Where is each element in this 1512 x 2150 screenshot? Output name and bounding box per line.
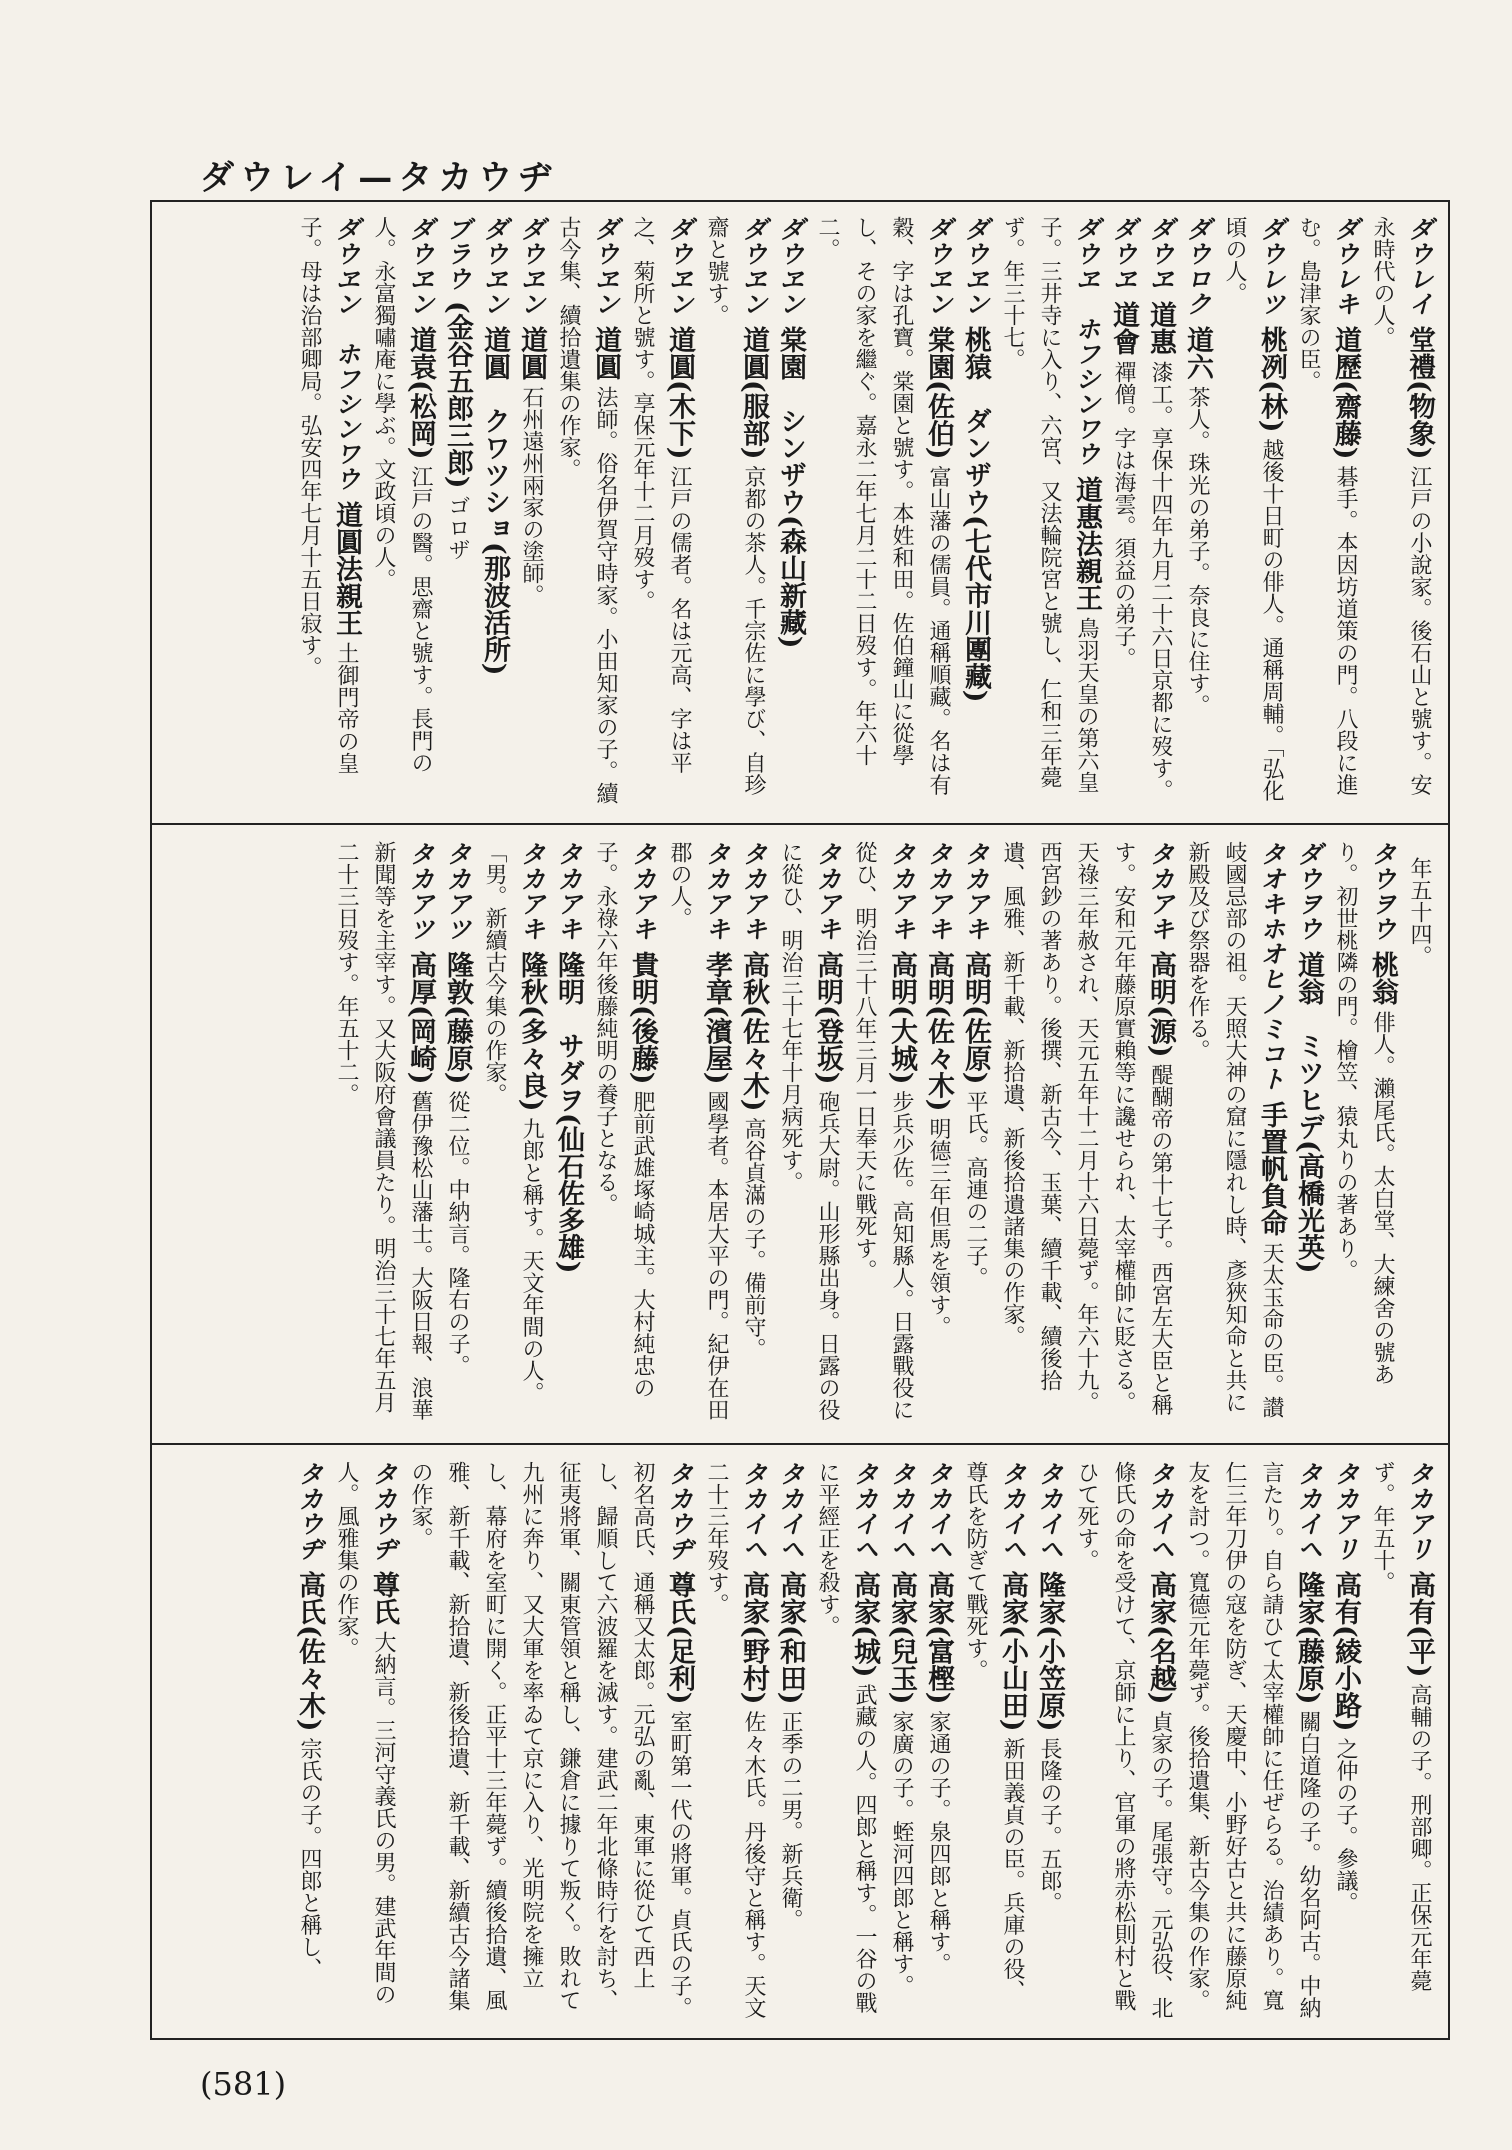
dictionary-entry — [957, 202, 994, 822]
entry-headword: 道惠法親王 — [1071, 476, 1102, 611]
entry-headword: 手置帆負命 — [1256, 1101, 1287, 1236]
entry-headword: 高秋(佐々木) — [738, 951, 769, 1112]
entry-reading: タカイヘ — [1146, 1461, 1175, 1561]
dictionary-entry — [920, 1447, 957, 2037]
dictionary-entry — [994, 827, 1179, 1442]
entry-reading: ダウヱン — [924, 216, 953, 316]
entry-reading: タカイヘ — [887, 1461, 916, 1561]
entry-headword: 高有(綾小路) — [1330, 1571, 1361, 1732]
entry-description: 之仲の子。參議。 — [1333, 1737, 1358, 1914]
entry-headword: 高厚(岡崎) — [405, 951, 436, 1085]
dictionary-entry — [550, 202, 624, 822]
dictionary-entry — [772, 202, 809, 822]
entry-description: 貞家の子。尾張守。元弘役、北條氏の命を受けて、京師に上り、官軍の將赤松則村と戰ひて死す。 — [1074, 1461, 1173, 2019]
entry-reading: ダウヱン — [406, 216, 435, 316]
entry-description: 家通の子。泉四郎と稱す。 — [926, 1710, 951, 1975]
entry-headword: 高家(和田) — [775, 1571, 806, 1705]
entry-reading: タカイヘ — [739, 1461, 768, 1561]
entry-description: 禪僧。字は海雲。須益の弟子。 — [1111, 361, 1136, 669]
entry-headword: 孝章(濱屋) — [701, 951, 732, 1085]
band-top — [152, 202, 1448, 822]
entry-description: 關白道隆の子。幼名阿古。中納言たり。自ら請ひて太宰權帥に任ぜらる。治績あり。寬仁三年刀伊の寇を防ぎ、天慶中、小野好古と共に藤原純友を討つ。寬德元年薨ず。後拾遺集、新古今集の作家。 — [1185, 1461, 1321, 2019]
entry-reading: ダウヱン — [517, 216, 546, 316]
entry-reading: ダウヱ — [1109, 216, 1138, 291]
entry-description: 高谷貞滿の子。備前守。 — [741, 1117, 766, 1360]
entry-headword: 高氏(佐々木) — [294, 1571, 325, 1732]
entry-headword: 道六 — [1182, 326, 1213, 380]
entry-reading: タカアツ — [443, 841, 472, 941]
entry-headword: 桃猿 ダンザウ(七代市川團藏) — [960, 326, 991, 703]
dictionary-entry — [698, 1447, 772, 2037]
entry-description: 富山藩の儒員。通稱順藏。名は有穀、字は孔寶。棠園と號す。本姓和田。佐伯鐘山に從學し、その家を繼ぐ。嘉永二年七月二十二日歿す。年六十二。 — [815, 216, 951, 796]
entry-reading: ダウヱン — [961, 216, 990, 316]
entry-description: 越後十日町の俳人。通稱周輔。「弘化頃の人。 — [1222, 216, 1284, 802]
entry-description: 石州遠州兩家の塗師。 — [519, 386, 544, 606]
entry-headword: 道圓 — [590, 326, 621, 380]
entry-reading: タカイヘ — [850, 1461, 879, 1561]
entry-description: 長隆の子。五郎。 — [1037, 1737, 1062, 1914]
entry-description: 平氏。高連の二子。 — [963, 1090, 988, 1289]
entry-reading: ダウヱン — [480, 216, 509, 316]
entry-headword: 桃冽(林) — [1256, 326, 1287, 433]
entry-headword: 尊氏(足利) — [664, 1571, 695, 1705]
entry-headword: 道袁(松岡) — [405, 326, 436, 460]
dictionary-entry — [1290, 827, 1327, 1442]
dictionary-frame — [150, 200, 1450, 2040]
entry-reading: タカウヂ — [665, 1461, 694, 1561]
dictionary-entry — [1105, 202, 1142, 822]
entry-description: 漆工。享保十四年九月二十六日京都に歿す。 — [1148, 361, 1173, 801]
band-bottom — [152, 1447, 1448, 2037]
dictionary-entry — [624, 202, 698, 822]
dictionary-entry — [328, 827, 439, 1442]
entry-reading: ダウヱン — [665, 216, 694, 316]
entry-reading: タオキホオヒノミコト — [1257, 841, 1286, 1091]
entry-headword: 道圓(服部) — [738, 326, 769, 460]
dictionary-entry — [291, 1447, 328, 2037]
dictionary-entry — [328, 1447, 402, 2037]
entry-headword: 道圓(木下) — [664, 326, 695, 460]
entry-reading: ダウレイ — [1405, 216, 1434, 316]
dictionary-entry — [957, 827, 994, 1442]
dictionary-entry — [957, 1447, 1031, 2037]
entry-reading: タカアキ — [924, 841, 953, 941]
entry-description: 年五十四。 — [1407, 857, 1432, 967]
entry-headword: 高家(名越) — [1145, 1571, 1176, 1705]
entry-reading: タカイヘ — [998, 1461, 1027, 1561]
dictionary-entry — [809, 1447, 883, 2037]
entry-reading: タカアキ — [739, 841, 768, 941]
entry-headword: 隆明 サダヲ(仙石佐多雄) — [553, 951, 584, 1274]
entry-reading: タカアキ — [554, 841, 583, 941]
dictionary-entry — [476, 202, 513, 822]
entry-description: 土御門帝の皇子。母は治部卿局。弘安四年七月十五日寂す。 — [297, 216, 359, 774]
entry-description: 九郎と稱す。天文年間の人。「男。新續古今集の作家。 — [482, 841, 544, 1404]
entry-reading: タカイヘ — [1294, 1461, 1323, 1561]
entry-reading: タカウヂ — [369, 1461, 398, 1561]
entry-reading: ダウレキ — [1331, 216, 1360, 316]
entry-headword: 隆秋(多々良) — [516, 951, 547, 1112]
entry-headword: 隆家(藤原) — [1293, 1571, 1324, 1705]
entry-reading: ダウレツ — [1257, 216, 1286, 316]
entry-headword: 高明(佐々木) — [923, 951, 954, 1112]
entry-reading: タカアキ — [1146, 841, 1175, 941]
dictionary-entry — [920, 827, 957, 1442]
dictionary-entry — [883, 1447, 920, 2037]
dictionary-entry — [1179, 202, 1216, 822]
entry-headword: 高家(小山田) — [997, 1571, 1028, 1732]
entry-headword: 隆敦(藤原) — [442, 951, 473, 1085]
band-middle — [152, 827, 1448, 1442]
entry-description: ゴロザ — [445, 494, 470, 561]
entry-reading: タカアキ — [813, 841, 842, 941]
entry-headword: 棠園(佐伯) — [923, 326, 954, 460]
entry-reading: ダウヱン — [591, 216, 620, 316]
entry-headword: 高明(源) — [1145, 951, 1176, 1058]
entry-description: 室町第一代の將軍。貞氏の子。初名高氏、通稱又太郎。元弘の亂、東軍に從ひて西上し、歸順して六波羅を滅す。建武二年北條時行を討ち、征夷將軍、關東管領と稱し、鎌倉に據りて叛く。敗れて九州に奔り、又大軍を率ゐて京に入り、光明院を擁立し、幕府を室町に開く。正平十三年薨ず。續後拾遺、風雅、新千載、新拾遺、新後拾遺、新千載、新續古今諸集の作家。 — [408, 1461, 692, 2019]
entry-headword: 道圓 — [516, 326, 547, 380]
entry-reading: タカアリ — [1331, 1461, 1360, 1561]
entry-description: 新田義貞の臣。兵庫の役、尊氏を防ぎて戰死す。 — [963, 1461, 1025, 2002]
entry-headword: 桃翁 — [1367, 951, 1398, 1005]
entry-reading: ダウヱン ホフシンワウ — [332, 216, 361, 491]
entry-reading: タウヲウ — [1368, 841, 1397, 941]
entry-description: 鳥羽天皇の第六皇子。三井寺に入り、六宮、又法輪院宮と號し、仁和三年薨ず。年三十七。 — [1000, 216, 1099, 793]
entry-reading: タカアキ — [702, 841, 731, 941]
entry-description: 法師。俗名伊賀守時家。小田知家の子。續古今集、續拾遺集の作家。 — [556, 216, 618, 804]
entry-headword: (金谷五郎三郎) — [442, 301, 473, 489]
entry-reading: タカイヘ — [1035, 1461, 1064, 1561]
entry-headword: 道圓法親王 — [331, 501, 362, 636]
entry-reading: タカイヘ — [924, 1461, 953, 1561]
entry-description: 大納言。三河守義氏の男。建武年間の人。風雅集の作家。 — [334, 1461, 396, 2005]
dictionary-entry — [846, 827, 920, 1442]
entry-headword: 道歷(齋藤) — [1330, 326, 1361, 460]
entry-description: 京都の茶人。千宗佐に學び、自珍齋と號す。 — [704, 216, 766, 796]
dictionary-entry — [476, 827, 550, 1442]
entry-reading: ダウヱン — [776, 216, 805, 316]
entry-description: 江戸の醫。思齋と號す。長門の人。永富獨嘯庵に學ぶ。文政頃の人。 — [371, 216, 433, 774]
entry-headword: 高家(富樫) — [923, 1571, 954, 1705]
entry-description: 江戸の小說家。後石山と號す。安永時代の人。 — [1370, 216, 1432, 796]
entry-description: 家廣の子。蛭河四郎と稱す。 — [889, 1710, 914, 1997]
entry-reading: ブラウ — [443, 216, 472, 291]
entry-headword: 高有(平) — [1404, 1571, 1435, 1678]
dictionary-entry — [1031, 1447, 1068, 2037]
entry-headword: 貴明(後藤) — [627, 951, 658, 1085]
entry-headword: 隆家(小笠原) — [1034, 1571, 1065, 1732]
entry-headword: 棠園 シンザウ(森山新藏) — [775, 326, 806, 649]
dictionary-entry — [661, 827, 735, 1442]
dictionary-entry — [550, 827, 587, 1442]
dictionary-entry — [439, 202, 476, 822]
entry-reading: タカウヂ — [295, 1461, 324, 1561]
dictionary-entry — [1179, 1447, 1327, 2037]
dictionary-entry — [772, 1447, 809, 2037]
entry-reading: タカアキ — [887, 841, 916, 941]
entry-description: 佐々木氏。丹後守と稱す。天文二十三年歿す。 — [704, 1461, 766, 2019]
dictionary-entry — [698, 202, 772, 822]
entry-description: 肥前武雄塚崎城主。大村純忠の子。永祿六年後藤純明の養子となる。 — [593, 841, 655, 1399]
entry-reading: タカイヘ — [776, 1461, 805, 1561]
entry-description: 國學者。本居大平の門。紀伊在田郡の人。 — [667, 841, 729, 1421]
entry-reading: ダウヱン — [739, 216, 768, 316]
entry-description: 步兵少佐。高知縣人。日露戰役に從ひ、明治三十八年三月一日奉天に戰死す。 — [852, 841, 914, 1421]
dictionary-entry — [1179, 827, 1290, 1442]
dictionary-entry — [402, 1447, 698, 2037]
entry-description: 天太玉命の臣。讃岐國忌部の祖。天照大神の窟に隱れし時、彥狹知命と共に新殿及び祭器を作る。 — [1185, 841, 1284, 1418]
dictionary-entry — [1216, 202, 1290, 822]
dictionary-entry — [365, 202, 439, 822]
dictionary-entry — [1364, 202, 1438, 822]
dictionary-entry — [735, 827, 772, 1442]
entry-reading: タカアキ — [961, 841, 990, 941]
entry-reading: タカアリ — [1405, 1461, 1434, 1561]
dictionary-entry — [1068, 1447, 1179, 2037]
entry-reading: ダウヱ — [1146, 216, 1175, 291]
entry-reading: タカアツ — [406, 841, 435, 941]
entry-description: 從二位。中納言。隆右の子。 — [445, 1090, 470, 1377]
dictionary-entry — [587, 827, 661, 1442]
entry-description: 江戸の儒者。名は元高、字は平之、菊所と號す。享保元年十二月歿す。 — [630, 216, 692, 774]
dictionary-entry — [1327, 827, 1401, 1442]
divider-rule — [152, 823, 1448, 825]
page-number: (581) — [200, 2065, 287, 2103]
entry-headword: 道會 — [1108, 301, 1139, 355]
entry-headword: 高家(兒玉) — [886, 1571, 917, 1705]
entry-headword: 道翁 ミツヒデ(高橋光英) — [1293, 951, 1324, 1274]
entry-headword: 高明(佐原) — [960, 951, 991, 1085]
divider-rule — [152, 1443, 1448, 1445]
dictionary-entry — [291, 202, 365, 822]
dictionary-entry — [1290, 202, 1364, 822]
entry-description: 明德三年但馬を領す。 — [926, 1117, 951, 1338]
entry-reading: ダウロク — [1183, 216, 1212, 316]
entry-description: 茶人。珠光の弟子。奈良に住す。 — [1185, 386, 1210, 716]
entry-description: 正季の二男。新兵衛。 — [778, 1710, 803, 1931]
entry-headword: 高家(城) — [849, 1571, 880, 1678]
dictionary-entry — [1142, 202, 1179, 822]
entry-description: 宗氏の子。四郎と稱し、 — [297, 1737, 322, 1980]
entry-headword: 尊氏 — [368, 1571, 399, 1625]
entry-reading: ダウヲウ — [1294, 841, 1323, 941]
entry-reading: タカアキ — [628, 841, 657, 941]
entry-headword: 高家(野村) — [738, 1571, 769, 1705]
entry-headword: 高明(登坂) — [812, 951, 843, 1085]
entry-reading: ダウヱ ホフシンワウ — [1072, 216, 1101, 466]
running-header: ダウレイ—タカウヂ — [200, 158, 559, 198]
entry-headword: 道惠 — [1145, 301, 1176, 355]
dictionary-entry — [1364, 1447, 1438, 2037]
dictionary-entry — [1327, 1447, 1364, 2037]
entry-description: 俳人。瀨尾氏。太白堂、大練舍の號あり。初世桃隣の門。檜笠、猿丸りの著あり。 — [1333, 841, 1395, 1385]
entry-description: 砲兵大尉。山形縣出身。日露の役に從ひ、明治三十七年十月病死す。 — [778, 841, 840, 1421]
entry-description: 武藏の人。四郎と稱す。一谷の戰に平經正を殺す。 — [815, 1461, 877, 2014]
entry-description: 碁手。本因坊道策の門。八段に進む。島津家の臣。 — [1296, 216, 1358, 796]
dictionary-entry — [994, 202, 1105, 822]
entry-description: 醍醐帝の第十七子。西宮左大臣と稱す。安和元年藤原實賴等に讒せられ、太宰權帥に貶さる。天祿三年赦され、天元五年十二月十六日薨ず。年六十九。西宮鈔の著あり。後撰、新古今、玉葉、續千載、續後拾遺、風雅、新千載、新拾遺、新後拾遺諸集の作家。 — [1000, 841, 1173, 1416]
dictionary-entry — [513, 202, 550, 822]
dictionary-entry — [772, 827, 846, 1442]
entry-description: 舊伊豫松山藩士。大阪日報、浪華新聞等を主宰す。又大阪府會議員たり。明治三十七年五月二十三日歿す。年五十二。 — [334, 841, 433, 1421]
entry-headword: 道圓 クワツショ(那波活所) — [479, 326, 510, 676]
dictionary-entry — [1401, 827, 1438, 1442]
dictionary-entry — [809, 202, 957, 822]
dictionary-entry — [439, 827, 476, 1442]
entry-headword: 高明(大城) — [886, 951, 917, 1085]
entry-reading: タカアキ — [517, 841, 546, 941]
entry-description: 高輔の子。刑部卿。正保元年薨ず。年五十。 — [1370, 1461, 1432, 1992]
entry-headword: 堂禮(物象) — [1404, 326, 1435, 460]
